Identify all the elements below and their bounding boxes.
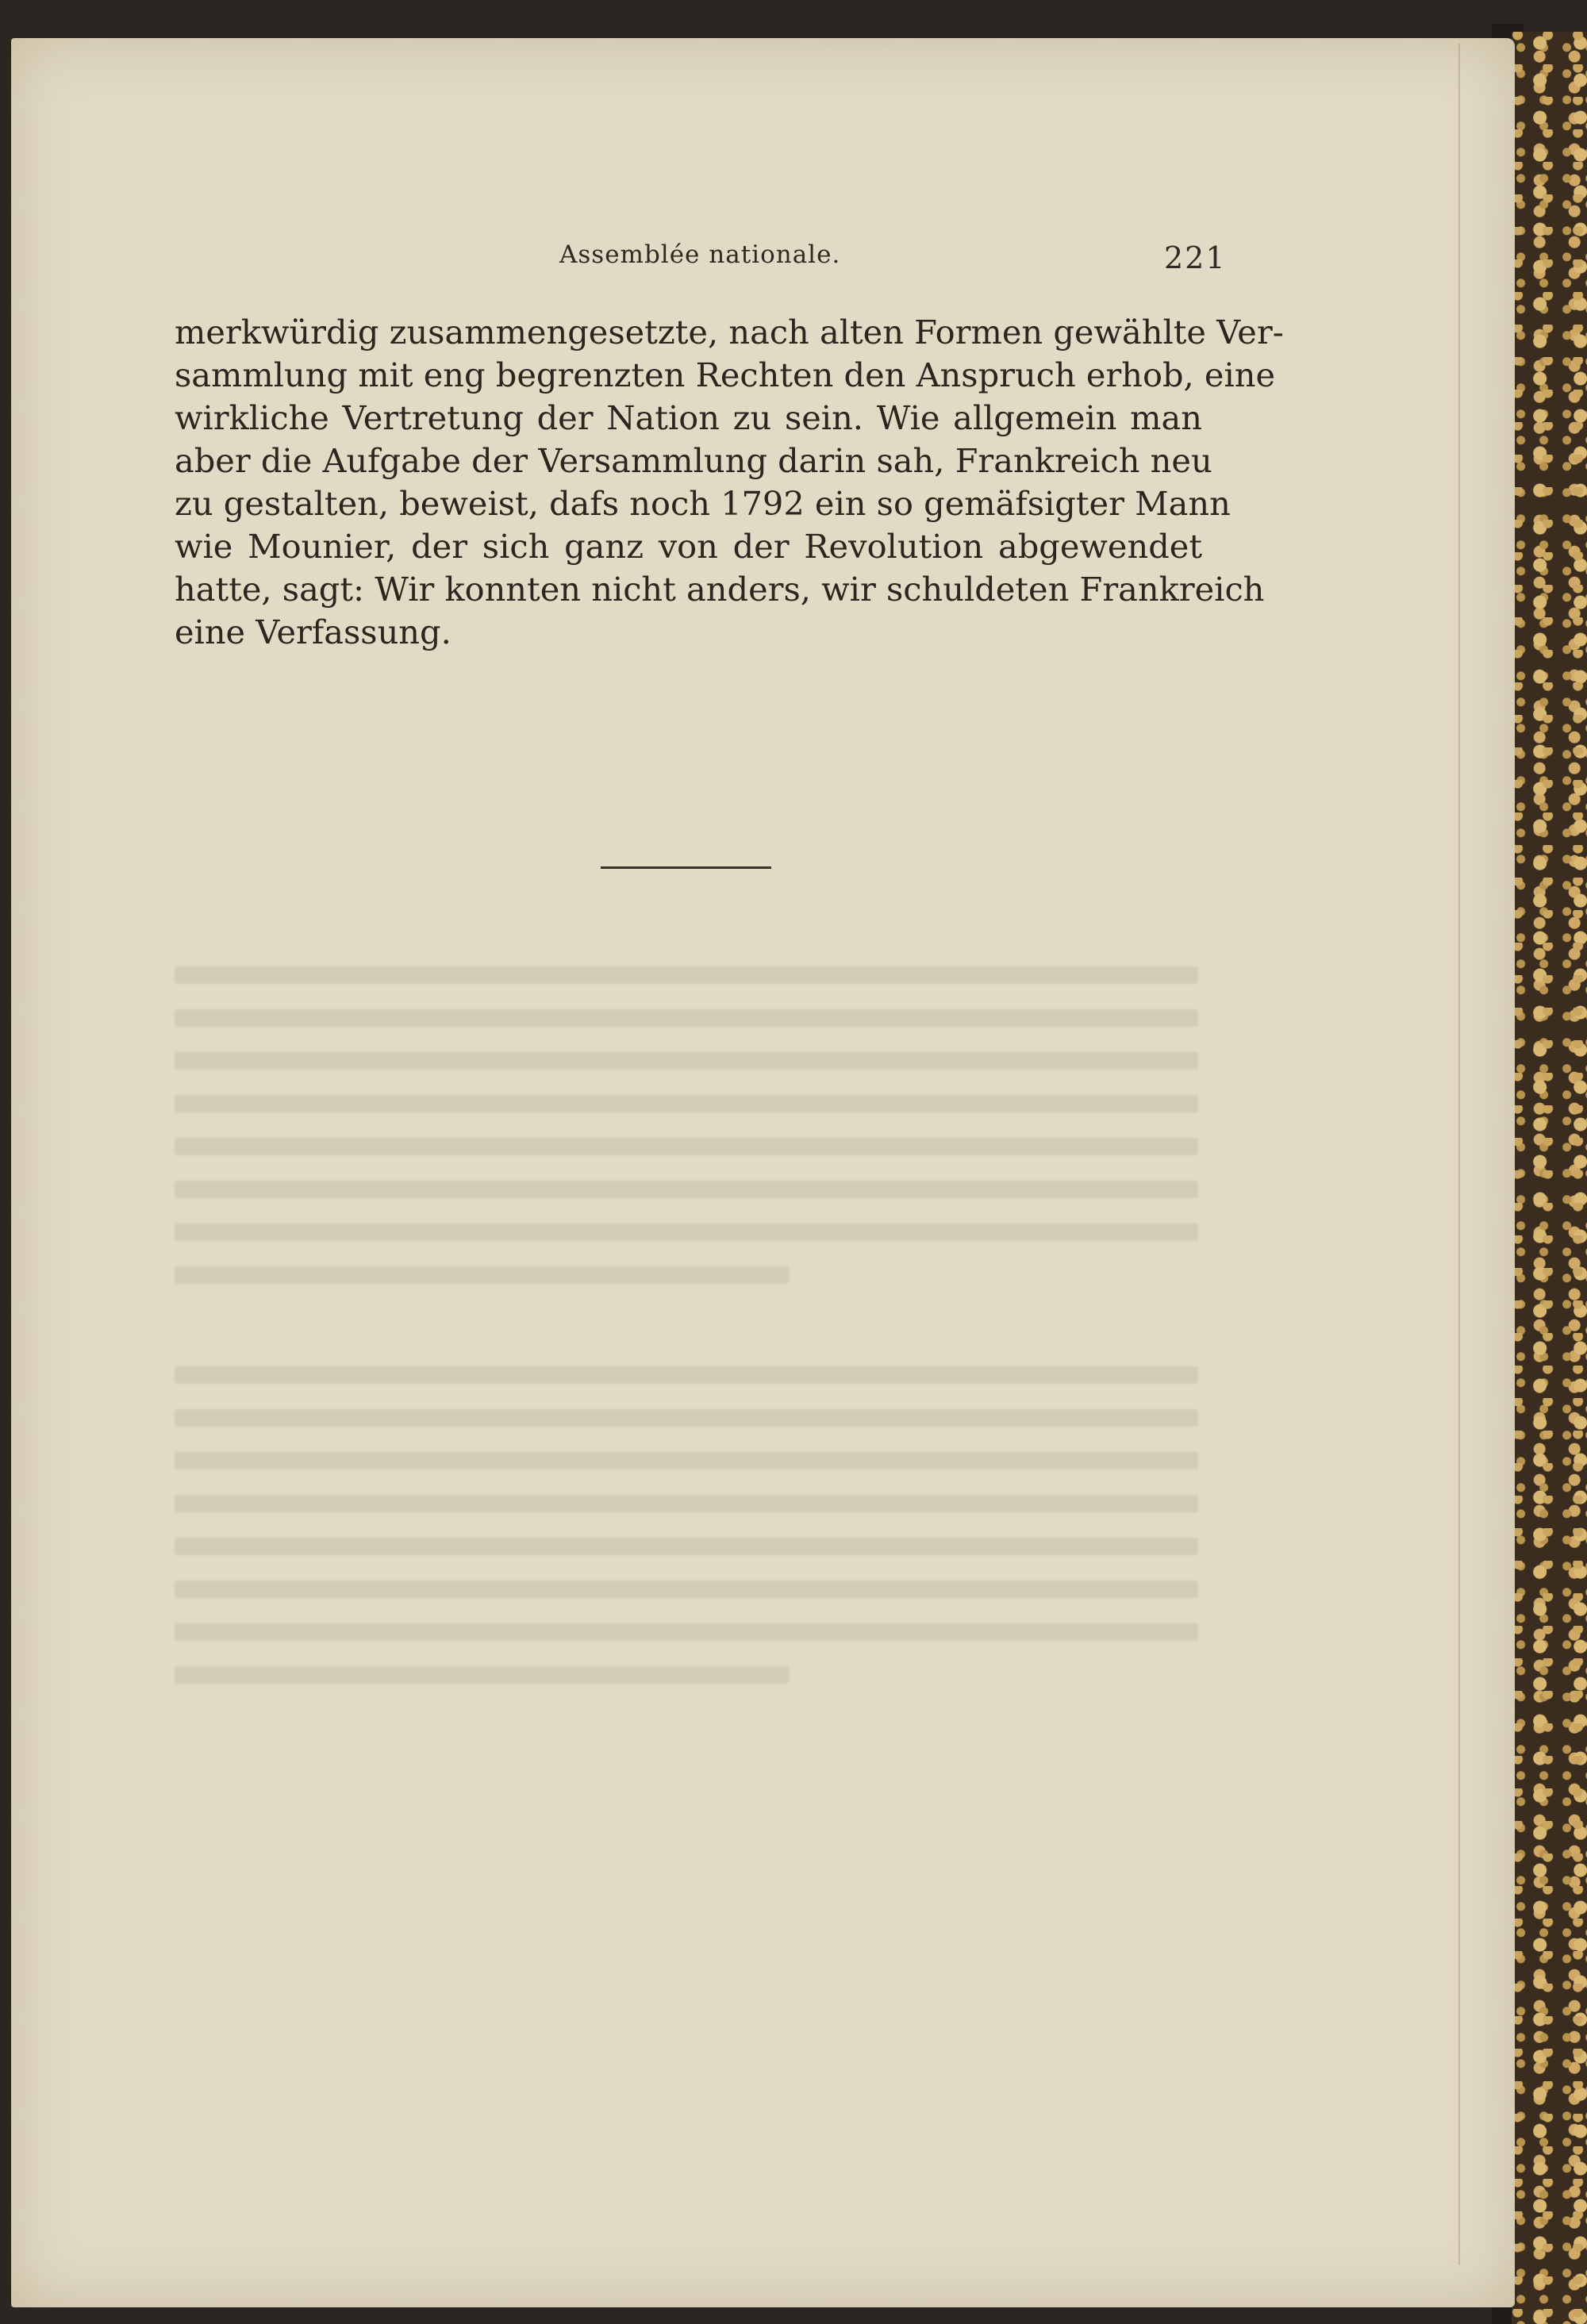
text-line: eine Verfassung. xyxy=(175,613,452,651)
section-divider xyxy=(601,866,771,869)
text-line: merkwürdig zusammengesetzte, nach alten Formen gewählte Ver- xyxy=(175,313,1284,351)
bleed-through xyxy=(175,762,1198,1709)
text-line: sammlung mit eng begrenzten Rechten den Anspruch erhob, eine xyxy=(175,355,1276,394)
text-line: hatte, sagt: Wir konnten nicht anders, wir schuldeten Frankreich xyxy=(175,570,1265,609)
running-head: Assemblée nationale. xyxy=(559,240,841,269)
text-line: wie Mounier, der sich ganz von der Revolution abgewendet xyxy=(175,527,1202,566)
page-header xyxy=(0,240,1587,280)
text-line: aber die Aufgabe der Versammlung darin sah, Frankreich neu xyxy=(175,441,1212,480)
text-line: wirkliche Vertretung der Nation zu sein. Wie allgemein man xyxy=(175,398,1202,437)
marbled-edge xyxy=(1512,32,1587,2324)
page-number: 221 xyxy=(1164,240,1227,275)
body-paragraph xyxy=(175,311,1284,654)
page-fold-line xyxy=(1458,44,1460,2265)
text-line: zu gestalten, beweist, dafs noch 1792 ein so gemäfsigter Mann xyxy=(175,484,1231,523)
